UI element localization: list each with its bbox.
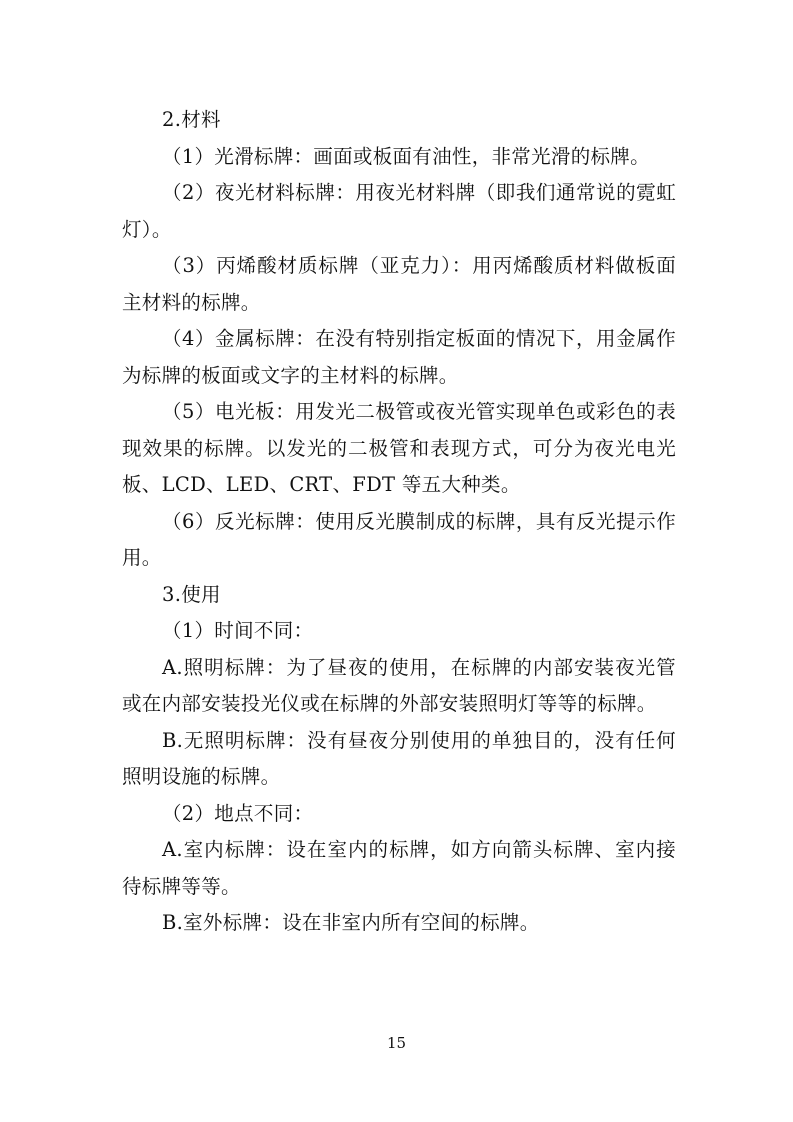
- subheading-time: （1）时间不同：: [162, 619, 314, 642]
- paragraph-acrylic-sign: （3）丙烯酸材质标牌（亚克力）：用丙烯酸质材料做板面主材料的标牌。: [122, 254, 676, 314]
- paragraph-reflective-sign: （6）反光标牌：使用反光膜制成的标牌，具有反光提示作用。: [122, 509, 676, 569]
- paragraph-unlighted-sign: B.无照明标牌：没有昼夜分别使用的单独目的，没有任何照明设施的标牌。: [122, 728, 676, 788]
- paragraph-lighted-sign: A.照明标牌：为了昼夜的使用，在标牌的内部安装夜光管或在内部安装投光仪或在标牌的外部安装照明灯等等的标牌。: [122, 655, 676, 715]
- section-heading-materials: 2.材料: [162, 108, 221, 131]
- paragraph-indoor-sign: A.室内标牌：设在室内的标牌，如方向箭头标牌、室内接待标牌等等。: [122, 838, 676, 898]
- page-body: [122, 102, 676, 942]
- section-heading-usage: 3.使用: [162, 582, 221, 606]
- page-number: 15: [386, 1034, 407, 1052]
- paragraph-smooth-sign: （1）光滑标牌：画面或板面有油性，非常光滑的标牌。: [162, 144, 650, 168]
- paragraph-luminous-sign: （2）夜光材料标牌：用夜光材料牌（即我们通常说的霓虹灯）。: [122, 181, 676, 241]
- subheading-location: （2）地点不同：: [162, 801, 314, 825]
- paragraph-metal-sign: （4）金属标牌：在没有特别指定板面的情况下，用金属作为标牌的板面或文字的主材料的标牌。: [122, 327, 676, 387]
- paragraph-electric-board: （5）电光板：用发光二极管或夜光管实现单色或彩色的表现效果的标牌。以发光的二极管和表现方式，可分为夜光电光板、LCD、LED、CRT、FDT 等五大种类。: [122, 400, 676, 496]
- paragraph-outdoor-sign: B.室外标牌：设在非室内所有空间的标牌。: [162, 911, 540, 934]
